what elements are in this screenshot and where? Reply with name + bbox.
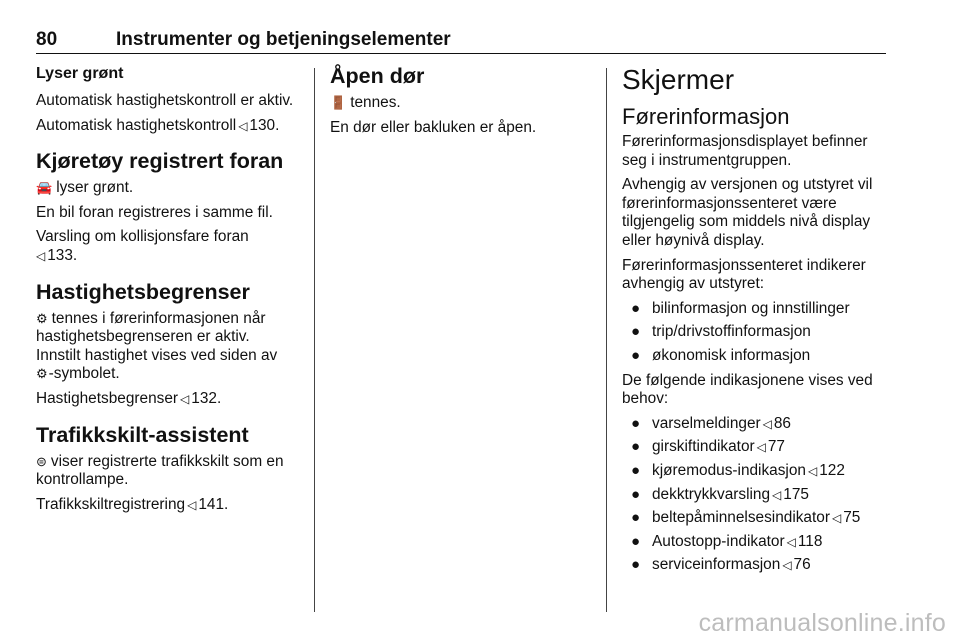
- link-page-141[interactable]: 141.: [198, 495, 229, 513]
- page-ref-arrow-icon: ◁: [762, 416, 772, 431]
- column-2: [330, 64, 598, 143]
- column-divider-1: [314, 68, 315, 612]
- bullet-icon: ●: [631, 346, 641, 364]
- list-item: ● beltepåminnelsesindikator ◁ 75: [631, 509, 861, 527]
- link-page-175[interactable]: 175: [783, 485, 809, 503]
- page-title: Instrumenter og betjeningselementer: [116, 29, 451, 50]
- bullet-icon: ●: [631, 509, 641, 527]
- list-item: ● bilinformasjon og innstillinger: [631, 299, 850, 317]
- link-page-76[interactable]: 76: [793, 556, 811, 574]
- skjermer-para-3: Førerinformasjonssenteret indikerer avhengig av utstyret:: [622, 256, 866, 293]
- page-number: 80: [36, 29, 58, 50]
- hastighet-para-2: Innstilt hastighet vises ved siden av ⚙-symbolet.: [36, 346, 278, 383]
- link-page-86[interactable]: 86: [773, 414, 791, 432]
- bullet-icon: ●: [631, 438, 641, 456]
- watermark: carmanualsonline.info: [698, 609, 946, 637]
- page-ref-arrow-icon: ◁: [238, 118, 248, 133]
- page-ref-arrow-icon: ◁: [782, 558, 792, 573]
- trafikk-para-1: ⊜ viser registrerte trafikkskilt som en kontrollampe.: [36, 452, 284, 489]
- kjoretoy-para-2: En bil foran registreres i samme fil.: [36, 203, 273, 221]
- column-divider-2: [606, 68, 607, 612]
- list-item: ● trip/drivstoffinformasjon: [631, 323, 811, 341]
- skjermer-para-4: De følgende indikasjonene vises ved behov:: [622, 371, 873, 408]
- page-ref-arrow-icon: ◁: [187, 497, 197, 512]
- traffic-sign-icon: ⊜: [36, 453, 47, 469]
- kjoretoy-heading: Kjøretøy registrert foran: [36, 149, 284, 174]
- hastighet-para-3: Hastighetsbegrenser ◁ 132.: [36, 389, 222, 407]
- hastighet-para-1: ⚙ tennes i førerinformasjonen når hastighetsbegrenseren er aktiv.: [36, 309, 266, 346]
- list-item: ● serviceinformasjon ◁ 76: [631, 556, 811, 574]
- apen-dor-heading: Åpen dør: [330, 64, 425, 88]
- skjermer-para-1: Førerinformasjonsdisplayet befinner seg i instrumentgruppen.: [622, 133, 868, 169]
- page-ref-arrow-icon: ◁: [807, 463, 818, 478]
- list-item: ● dekktrykkvarsling ◁ 175: [631, 485, 809, 503]
- bullet-icon: ●: [631, 532, 641, 550]
- utstyr-list: [622, 300, 894, 366]
- indikasjoner-list: [622, 415, 894, 575]
- page-ref-arrow-icon: ◁: [786, 534, 796, 549]
- kjoretoy-para-1: 🚘 lyser grønt.: [36, 179, 134, 197]
- page-header: [36, 28, 886, 54]
- speed-limiter-icon: ⚙: [36, 310, 48, 326]
- list-item: ● Autostopp-indikator ◁ 118: [631, 532, 823, 550]
- page-ref-arrow-icon: ◁: [772, 487, 782, 502]
- link-page-77[interactable]: 77: [767, 438, 785, 456]
- list-item: ● økonomisk informasjon: [631, 346, 811, 364]
- bullet-icon: ●: [631, 461, 641, 479]
- link-page-132[interactable]: 132.: [191, 389, 222, 407]
- speed-limiter-icon: ⚙: [36, 366, 48, 382]
- trafikk-para-2: Trafikkskiltregistrering ◁ 141.: [36, 495, 229, 513]
- page-ref-arrow-icon: ◁: [756, 440, 766, 455]
- skjermer-title: Skjermer: [622, 64, 735, 95]
- link-page-118[interactable]: 118: [797, 532, 823, 550]
- link-page-75[interactable]: 75: [843, 509, 861, 527]
- door-open-icon: 🚪: [330, 95, 347, 110]
- apen-dor-para-2: En dør eller bakluken er åpen.: [330, 118, 537, 136]
- list-item: ● girskiftindikator ◁ 77: [631, 438, 785, 456]
- list-item: ● varselmeldinger ◁ 86: [631, 414, 791, 432]
- list-item: ● kjøremodus-indikasjon ◁ 122: [631, 461, 845, 479]
- bullet-icon: ●: [631, 556, 641, 574]
- hastighet-heading: Hastighetsbegrenser: [36, 279, 250, 304]
- bullet-icon: ●: [631, 299, 641, 317]
- column-3: [622, 64, 894, 581]
- link-page-122[interactable]: 122: [819, 461, 845, 479]
- bullet-icon: ●: [631, 414, 641, 432]
- page-ref-arrow-icon: ◁: [180, 391, 190, 406]
- vehicle-ahead-icon: 🚘: [36, 180, 53, 196]
- page-ref-arrow-icon: ◁: [36, 248, 46, 263]
- bullet-icon: ●: [631, 323, 641, 341]
- skjermer-para-2: Avhengig av versjonen og utstyret vil førerinformasjonssenteret være tilgjengelig som middels nivå display eller høynivå display.: [622, 176, 873, 249]
- column-1: [36, 64, 304, 520]
- forerinformasjon-subtitle: Førerinformasjon: [622, 104, 790, 129]
- link-page-133[interactable]: 133.: [47, 246, 78, 264]
- apen-dor-para-1: 🚪 tennes.: [330, 94, 401, 111]
- lyser-heading: Lyser grønt: [36, 65, 124, 82]
- bullet-icon: ●: [631, 485, 641, 503]
- kjoretoy-para-3: Varsling om kollisjonsfare foran ◁ 133.: [36, 228, 249, 264]
- link-page-130[interactable]: 130.: [249, 116, 280, 134]
- lyser-para-2: Automatisk hastighetskontroll ◁ 130.: [36, 116, 280, 134]
- lyser-para-1: Automatisk hastighetskontroll er aktiv.: [36, 92, 294, 109]
- page-ref-arrow-icon: ◁: [831, 511, 842, 526]
- trafikk-heading: Trafikkskilt-assistent: [36, 422, 249, 447]
